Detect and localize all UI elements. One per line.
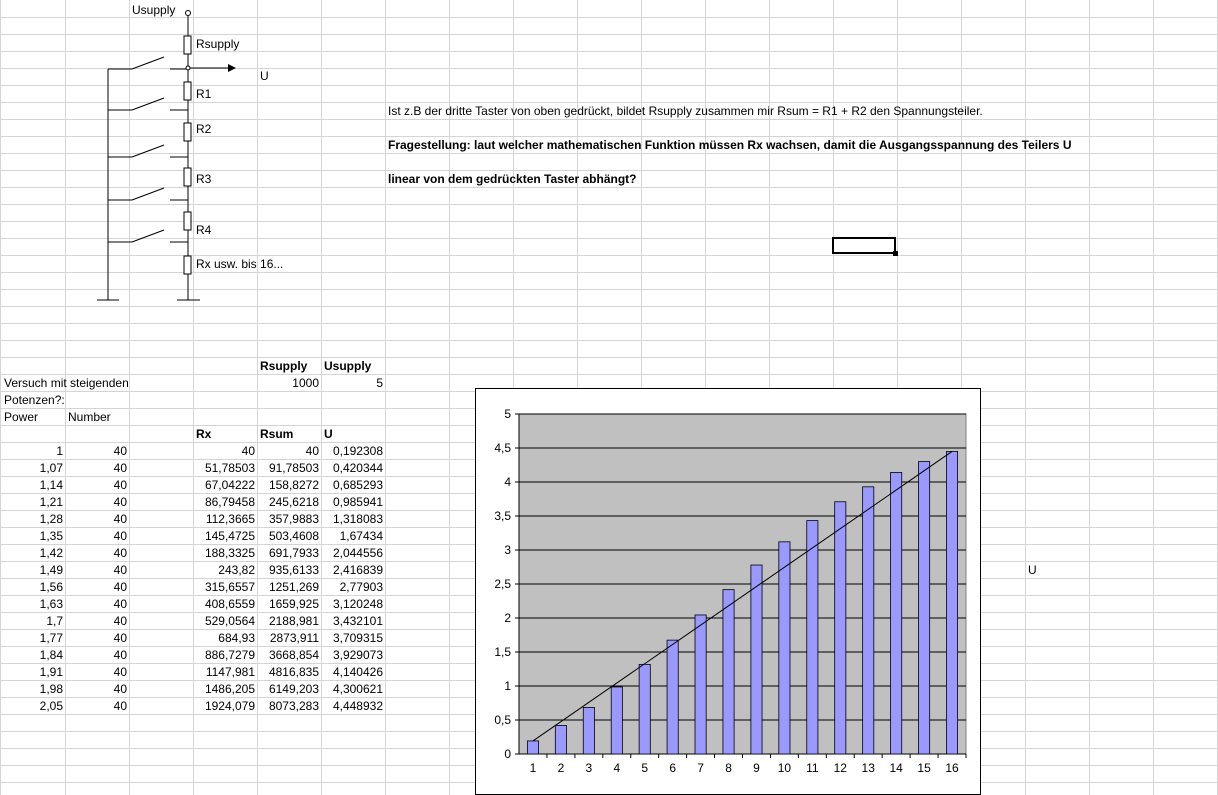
number-cell[interactable]: 40 (113, 580, 127, 594)
rx-cell[interactable]: 1486,205 (204, 682, 255, 696)
rx-cell[interactable]: 529,0564 (204, 614, 255, 628)
bar[interactable] (611, 687, 622, 754)
rsum-cell[interactable]: 91,78503 (268, 461, 319, 475)
rsum-cell[interactable]: 2188,981 (268, 614, 319, 628)
x-tick-label: 15 (917, 761, 931, 775)
u-cell[interactable]: 3,709315 (332, 631, 383, 645)
rx-cell[interactable]: 67,04222 (204, 478, 255, 492)
note-line-2: Potenzen?: (4, 393, 65, 407)
u-cell[interactable]: 0,985941 (332, 495, 383, 509)
rx-cell[interactable]: 51,78503 (204, 461, 255, 475)
rsum-cell[interactable]: 1659,925 (268, 597, 319, 611)
rx-cell[interactable]: 112,3665 (205, 512, 255, 526)
u-cell[interactable]: 2,77903 (339, 580, 383, 594)
supply-terminal-icon (186, 11, 191, 16)
rx-cell[interactable]: 145,4725 (204, 529, 255, 543)
u-cell[interactable]: 3,120248 (332, 597, 383, 611)
bar[interactable] (555, 725, 566, 754)
bar[interactable] (695, 615, 706, 754)
x-tick-label: 1 (529, 761, 537, 775)
u-cell[interactable]: 3,929073 (332, 648, 383, 662)
u-cell[interactable]: 0,685293 (332, 478, 383, 492)
rsum-header: Rsum (260, 427, 294, 441)
power-cell[interactable]: 1,14 (39, 478, 63, 492)
power-cell[interactable]: 1,49 (39, 563, 63, 577)
x-tick-label: 9 (753, 761, 760, 775)
y-tick-label: 1,5 (494, 645, 511, 659)
rx-cell[interactable]: 408,6559 (204, 597, 255, 611)
bar[interactable] (723, 590, 734, 754)
u-cell[interactable]: 4,140426 (332, 665, 383, 679)
power-header: Power (4, 410, 39, 424)
resistor-icon (184, 168, 191, 186)
y-tick-label: 0,5 (494, 713, 511, 727)
number-cell[interactable]: 40 (113, 699, 127, 713)
rsum-cell[interactable]: 2873,911 (269, 631, 319, 645)
fill-handle[interactable] (893, 251, 898, 256)
number-cell[interactable]: 40 (113, 597, 127, 611)
bar[interactable] (807, 521, 818, 754)
bar[interactable] (583, 707, 594, 754)
bar[interactable] (639, 664, 650, 754)
number-cell[interactable]: 40 (113, 512, 127, 526)
rsupply-header: Rsupply (260, 359, 308, 373)
y-tick-label: 4,5 (494, 441, 511, 455)
resistor-icon (184, 36, 191, 54)
number-cell[interactable]: 40 (113, 529, 127, 543)
u-output-label: U (260, 69, 269, 83)
u-cell[interactable]: 1,318083 (332, 512, 383, 526)
power-cell[interactable]: 1,77 (39, 631, 63, 645)
y-tick-label: 1 (504, 679, 511, 693)
u-cell[interactable]: 0,420344 (332, 461, 383, 475)
bar[interactable] (919, 462, 930, 754)
number-cell[interactable]: 40 (113, 444, 127, 458)
bar[interactable] (946, 451, 957, 754)
u-cell[interactable]: 2,044556 (332, 546, 383, 560)
r4-label: R4 (196, 223, 212, 237)
power-cell[interactable]: 1,91 (39, 665, 63, 679)
resistor-icon (184, 82, 191, 100)
r3-label: R3 (196, 172, 212, 186)
selected-cell[interactable] (832, 237, 896, 254)
u-cell[interactable]: 2,416839 (332, 563, 383, 577)
y-tick-label: 4 (504, 475, 511, 489)
x-tick-label: 4 (613, 761, 621, 775)
number-header: Number (68, 410, 111, 424)
u-header: U (324, 427, 333, 441)
rx-cell[interactable]: 1924,079 (204, 699, 255, 713)
usupply-header: Usupply (324, 359, 372, 373)
rsupply-label: Rsupply (196, 37, 240, 51)
arrow-right-icon (228, 64, 236, 72)
bar[interactable] (779, 542, 790, 754)
rx-cell[interactable]: 86,79458 (204, 495, 255, 509)
u-cell[interactable]: 0,192308 (332, 444, 383, 458)
bar[interactable] (863, 487, 874, 754)
rx-cell[interactable]: 40 (241, 444, 255, 458)
rsum-cell[interactable]: 691,7933 (268, 546, 319, 560)
r1-label: R1 (196, 87, 212, 101)
usupply-label: Usupply (132, 3, 176, 17)
rsum-cell[interactable]: 158,8272 (268, 478, 319, 492)
number-cell[interactable]: 40 (113, 478, 127, 492)
x-tick-label: 16 (945, 761, 959, 775)
resistor-icon (184, 212, 191, 230)
rsum-cell[interactable]: 8073,283 (268, 699, 319, 713)
x-tick-label: 6 (669, 761, 676, 775)
rsum-cell[interactable]: 4816,835 (268, 665, 319, 679)
u-cell[interactable]: 4,448932 (332, 699, 383, 713)
legend-u-label: U (1028, 563, 1037, 577)
rx-cell[interactable]: 243,82 (218, 563, 255, 577)
rsum-cell[interactable]: 357,9883 (268, 512, 319, 526)
resistor-icon (184, 256, 191, 274)
x-tick-label: 13 (861, 761, 875, 775)
number-cell[interactable]: 40 (113, 495, 127, 509)
power-cell[interactable]: 1,84 (39, 648, 63, 662)
rx-cell[interactable]: 684,93 (218, 631, 255, 645)
number-cell[interactable]: 40 (113, 461, 127, 475)
bar[interactable] (891, 472, 902, 754)
rx-cell[interactable]: 886,7279 (204, 648, 255, 662)
description-line-1: Ist z.B der dritte Taster von oben gedrückt, bildet Rsupply zusammen mir Rsum = R1 + R2 den Spannungsteiler. (388, 104, 983, 118)
r2-label: R2 (196, 122, 212, 136)
rsum-cell[interactable]: 1251,269 (268, 580, 319, 594)
y-tick-label: 2 (504, 611, 511, 625)
y-tick-label: 3 (504, 543, 511, 557)
rsum-cell[interactable]: 935,6133 (268, 563, 319, 577)
number-cell[interactable]: 40 (113, 614, 127, 628)
rsum-cell[interactable]: 6149,203 (268, 682, 319, 696)
power-cell[interactable]: 2,05 (39, 699, 63, 713)
power-cell[interactable]: 1,7 (46, 614, 63, 628)
rsum-cell[interactable]: 503,4608 (268, 529, 319, 543)
note-line-1: Versuch mit steigenden (4, 376, 129, 390)
x-tick-label: 8 (725, 761, 732, 775)
rsupply-value[interactable]: 1000 (292, 376, 319, 390)
u-cell[interactable]: 3,432101 (332, 614, 383, 628)
rx-cell[interactable]: 1147,981 (205, 665, 255, 679)
x-tick-label: 3 (585, 761, 593, 775)
circuit-schematic (0, 0, 400, 310)
x-tick-label: 7 (697, 761, 704, 775)
y-tick-label: 2,5 (494, 577, 511, 591)
question-line-2: linear von dem gedrückten Taster abhängt? (388, 172, 637, 186)
number-cell[interactable]: 40 (113, 682, 127, 696)
rx-cell[interactable]: 315,6557 (204, 580, 255, 594)
number-cell[interactable]: 40 (113, 563, 127, 577)
rsum-cell[interactable]: 245,6218 (268, 495, 319, 509)
rx-header: Rx (196, 427, 212, 441)
u-cell[interactable]: 4,300621 (332, 682, 383, 696)
x-tick-label: 5 (641, 761, 649, 775)
power-cell[interactable]: 1,07 (39, 461, 63, 475)
power-cell[interactable]: 1,35 (39, 529, 63, 543)
power-cell[interactable]: 1,63 (39, 597, 63, 611)
question-line-1: Fragestellung: laut welcher mathematischen Funktion müssen Rx wachsen, damit die Ausgangsspannung des Teilers U (388, 138, 1072, 152)
y-tick-label: 0 (504, 747, 511, 761)
x-tick-label: 14 (889, 761, 903, 775)
x-tick-label: 10 (777, 761, 792, 775)
usupply-value[interactable]: 5 (376, 376, 383, 390)
y-tick-label: 5 (504, 407, 511, 421)
x-tick-label: 2 (557, 761, 565, 775)
resistor-icon (184, 123, 191, 141)
rx-cell[interactable]: 188,3325 (204, 546, 255, 560)
bar[interactable] (527, 741, 538, 754)
bar[interactable] (835, 502, 846, 754)
number-cell[interactable]: 40 (113, 546, 127, 560)
x-tick-label: 11 (806, 761, 819, 775)
rsum-cell[interactable]: 40 (305, 444, 319, 458)
power-cell[interactable]: 1,42 (39, 546, 63, 560)
power-cell[interactable]: 1,21 (39, 495, 63, 509)
power-cell[interactable]: 1,28 (39, 512, 63, 526)
x-tick-label: 12 (833, 761, 847, 775)
bar[interactable] (751, 565, 762, 754)
u-cell[interactable]: 1,67434 (339, 529, 383, 543)
power-cell[interactable]: 1,56 (39, 580, 63, 594)
number-cell[interactable]: 40 (113, 648, 127, 662)
bar-chart[interactable] (475, 388, 981, 795)
y-tick-label: 3,5 (494, 509, 511, 523)
rx-label: Rx usw. bis 16... (196, 257, 284, 271)
number-cell[interactable]: 40 (113, 631, 127, 645)
number-cell[interactable]: 40 (113, 665, 127, 679)
power-cell[interactable]: 1 (56, 444, 63, 458)
bar[interactable] (667, 640, 678, 754)
power-cell[interactable]: 1,98 (39, 682, 63, 696)
rsum-cell[interactable]: 3668,854 (268, 648, 319, 662)
